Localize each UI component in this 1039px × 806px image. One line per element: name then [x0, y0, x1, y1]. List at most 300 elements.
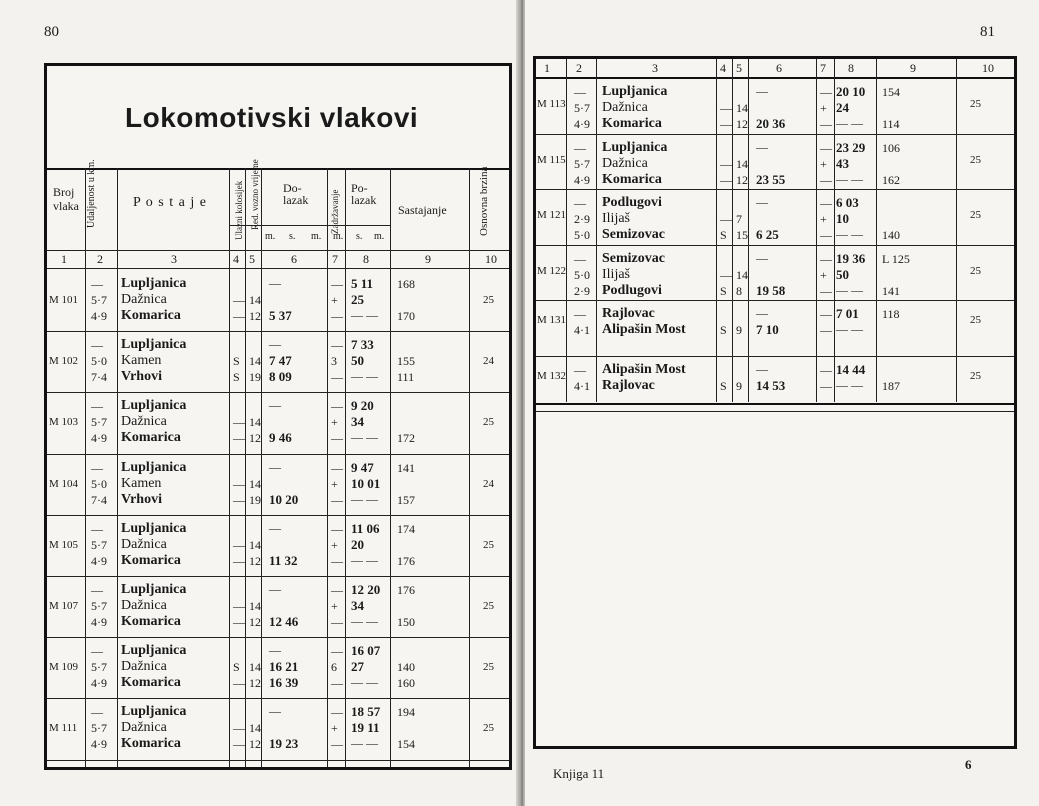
- arrival-time: 7 47: [269, 353, 292, 369]
- stop-time: —: [820, 378, 832, 393]
- train-id: M 103: [49, 416, 79, 429]
- meeting-train: 194: [397, 705, 415, 720]
- column-number: 6: [291, 252, 297, 266]
- stop-time: 6: [331, 660, 337, 675]
- train-id: M 105: [49, 538, 79, 551]
- station-name: Dažnica: [602, 100, 648, 115]
- stop-time: —: [331, 553, 343, 568]
- track: S: [720, 323, 727, 337]
- column-number: 1: [61, 252, 67, 266]
- unit-m: m.: [311, 231, 322, 242]
- header-osnovna: Osnovna brzina: [478, 166, 490, 236]
- stop-time: —: [820, 251, 832, 266]
- train-id: M 131: [537, 314, 567, 326]
- run-time: 12: [249, 309, 261, 323]
- train-row: [47, 332, 509, 393]
- track: S: [720, 228, 727, 242]
- departure-time: — —: [351, 675, 378, 690]
- stop-time: —: [331, 521, 343, 536]
- distance-km: 5·7: [91, 293, 107, 307]
- stop-time: —: [820, 85, 832, 99]
- meeting-train: 114: [882, 117, 900, 131]
- header-zadrzavanje: Zadržavanje: [330, 189, 340, 234]
- track: —: [233, 676, 245, 691]
- arrival-time: 10 20: [269, 491, 299, 507]
- arrival-time: 12 46: [269, 614, 299, 629]
- train-id: M 109: [49, 661, 79, 674]
- run-time: 19: [249, 492, 261, 507]
- meeting-train: 140: [397, 660, 415, 675]
- header-udaljenost: Udaljenost u km.: [86, 159, 97, 228]
- stop-time: +: [820, 267, 827, 282]
- arrival-time: —: [269, 582, 281, 596]
- stop-time: —: [331, 492, 343, 507]
- stop-time: —: [331, 431, 343, 446]
- stop-time: —: [820, 172, 832, 187]
- header-dolazak: Do- lazak: [283, 181, 309, 207]
- track: S: [233, 660, 240, 675]
- stop-time: —: [331, 705, 343, 720]
- column-number: 8: [848, 61, 854, 75]
- column-numbers: [536, 59, 1014, 77]
- station-name: Semizovac: [602, 250, 665, 266]
- distance-km: 4·1: [574, 378, 590, 393]
- run-time: 12: [249, 431, 261, 446]
- distance-km: 5·7: [574, 156, 590, 171]
- arrival-time: 16 39: [269, 675, 299, 691]
- track: —: [233, 293, 245, 307]
- departure-time: — —: [351, 614, 378, 628]
- track: —: [233, 537, 245, 552]
- station-name: Lupljanica: [602, 84, 668, 99]
- column-number: 7: [820, 61, 826, 75]
- column-number: 2: [576, 61, 582, 75]
- distance-km: 5·7: [91, 660, 107, 675]
- column-number: 3: [652, 61, 658, 75]
- train-row: [536, 246, 1014, 302]
- distance-km: 5·0: [574, 228, 590, 242]
- column-number: 9: [910, 61, 916, 75]
- departure-time: 50: [351, 353, 364, 369]
- station-name: Ilijaš: [602, 266, 630, 282]
- train-row: [47, 271, 509, 332]
- distance-km: 4·1: [574, 323, 590, 337]
- station-name: Podlugovi: [602, 195, 662, 210]
- base-speed: 25: [970, 369, 981, 382]
- meeting-train: 154: [882, 85, 900, 99]
- track: —: [233, 476, 245, 491]
- arrival-time: —: [756, 84, 768, 98]
- departure-time: — —: [836, 377, 863, 392]
- unit-m: m.: [333, 231, 344, 242]
- station-name: Alipašin Most: [602, 361, 686, 377]
- departure-time: 10: [836, 211, 849, 226]
- stop-time: —: [331, 737, 343, 752]
- departure-time: 25: [351, 292, 364, 307]
- track: —: [720, 117, 732, 131]
- distance-km: 4·9: [91, 309, 107, 323]
- run-time: 15: [736, 228, 748, 242]
- departure-time: — —: [351, 736, 378, 751]
- departure-time: 14 44: [836, 361, 866, 377]
- departure-time: 24: [836, 100, 849, 115]
- run-time: 14: [736, 267, 748, 282]
- train-row: [536, 357, 1014, 413]
- meeting-train: 160: [397, 676, 415, 691]
- run-time: 14: [249, 660, 261, 675]
- departure-time: 43: [836, 155, 849, 171]
- station-name: Rajlovac: [602, 377, 655, 393]
- run-time: 9: [736, 378, 742, 393]
- run-time: 14: [249, 354, 261, 369]
- base-speed: 25: [483, 294, 494, 306]
- train-id: M 102: [49, 355, 79, 368]
- stop-time: —: [331, 309, 343, 323]
- distance-km: 2·9: [574, 212, 590, 226]
- station-name: Komarica: [121, 675, 181, 691]
- run-time: 14: [736, 101, 748, 115]
- distance-km: 4·9: [91, 431, 107, 446]
- column-number: 5: [249, 252, 255, 266]
- distance-km: —: [91, 521, 103, 536]
- stop-time: —: [331, 370, 343, 385]
- station-name: Dažnica: [121, 536, 167, 552]
- departure-time: 12 20: [351, 582, 381, 597]
- meeting-train: 168: [397, 277, 415, 291]
- base-speed: 25: [970, 98, 981, 110]
- footer-sheet-number: 6: [965, 757, 972, 772]
- train-id: M 101: [49, 294, 79, 306]
- stop-time: —: [820, 283, 832, 298]
- track: —: [720, 101, 732, 115]
- arrival-time: 6 25: [756, 227, 779, 242]
- stop-time: 3: [331, 354, 337, 369]
- distance-km: 2·9: [574, 283, 590, 298]
- train-id: M 107: [49, 600, 79, 612]
- arrival-time: —: [269, 276, 281, 290]
- station-name: Lupljanica: [121, 704, 187, 720]
- run-time: 14: [249, 721, 261, 736]
- departure-time: — —: [836, 322, 863, 336]
- track: S: [233, 354, 240, 369]
- run-time: 12: [249, 676, 261, 691]
- meeting-train: 174: [397, 521, 415, 536]
- arrival-time: —: [756, 139, 768, 154]
- base-speed: 25: [970, 209, 981, 221]
- train-id: M 132: [537, 369, 567, 382]
- base-speed: 25: [483, 661, 494, 674]
- distance-km: —: [91, 583, 103, 597]
- meeting-train: 162: [882, 172, 900, 187]
- departure-time: 23 29: [836, 139, 866, 155]
- stop-time: +: [331, 476, 338, 491]
- unit-s: s.: [356, 231, 363, 242]
- distance-km: 4·9: [91, 676, 107, 691]
- departure-time: 7 01: [836, 306, 859, 321]
- stop-time: —: [331, 583, 343, 597]
- track: —: [233, 415, 245, 430]
- meeting-train: 150: [397, 615, 415, 629]
- run-time: 14: [249, 537, 261, 552]
- station-name: Komarica: [121, 736, 181, 752]
- base-speed: 24: [483, 355, 494, 368]
- base-speed: 25: [483, 722, 494, 735]
- stop-time: —: [820, 307, 832, 321]
- train-id: M 113: [537, 98, 566, 110]
- distance-km: 5·7: [91, 599, 107, 613]
- arrival-time: 20 36: [756, 116, 786, 131]
- stop-time: —: [331, 676, 343, 691]
- station-name: Alipašin Most: [602, 322, 686, 337]
- arrival-time: —: [756, 361, 768, 376]
- column-number: 8: [363, 252, 369, 266]
- title-area: [47, 66, 509, 170]
- run-time: 12: [736, 172, 748, 187]
- header-postaje: P o s t a j e: [133, 195, 207, 210]
- distance-km: 4·9: [91, 553, 107, 568]
- distance-km: —: [574, 307, 586, 321]
- page-number: 80: [44, 24, 59, 40]
- train-id: M 115: [537, 153, 566, 166]
- unit-m: m.: [265, 231, 276, 242]
- stop-time: +: [331, 537, 338, 552]
- station-name: Komarica: [121, 552, 181, 568]
- stop-time: —: [331, 460, 343, 475]
- departure-time: 19 36: [836, 250, 866, 266]
- stop-time: —: [331, 615, 343, 629]
- station-name: Semizovac: [602, 227, 665, 242]
- stop-time: —: [820, 196, 832, 210]
- track: —: [720, 267, 732, 282]
- distance-km: 4·9: [574, 117, 590, 131]
- arrival-time: —: [756, 306, 768, 320]
- train-id: M 121: [537, 209, 567, 221]
- arrival-time: —: [269, 459, 281, 474]
- meeting-train: 141: [882, 283, 900, 298]
- departure-time: 10 01: [351, 475, 381, 491]
- right-page: [525, 0, 1039, 806]
- distance-km: —: [91, 460, 103, 475]
- header-red-vozno: Red. vozno vrijeme: [250, 159, 260, 230]
- distance-km: 5·7: [91, 721, 107, 736]
- arrival-time: 5 37: [269, 308, 292, 323]
- station-name: Dažnica: [121, 292, 167, 307]
- train-row: [47, 393, 509, 454]
- distance-km: —: [91, 399, 103, 414]
- stop-time: —: [331, 644, 343, 659]
- meeting-train: 187: [882, 378, 900, 393]
- run-time: 14: [249, 599, 261, 613]
- column-number: 7: [332, 252, 338, 266]
- run-time: 12: [249, 553, 261, 568]
- base-speed: 25: [483, 538, 494, 551]
- track: —: [233, 599, 245, 613]
- distance-km: —: [91, 705, 103, 720]
- arrival-time: 9 46: [269, 430, 292, 446]
- distance-km: 5·0: [91, 476, 107, 491]
- station-name: Komarica: [121, 614, 181, 629]
- track: S: [720, 378, 727, 393]
- column-number: 4: [233, 252, 239, 266]
- track: —: [233, 431, 245, 446]
- meeting-train: 155: [397, 354, 415, 369]
- train-id: M 111: [49, 722, 78, 735]
- station-name: Vrhovi: [121, 369, 162, 385]
- meeting-train: 140: [882, 228, 900, 242]
- meeting-train: 111: [397, 370, 415, 385]
- stop-time: +: [331, 599, 338, 613]
- arrival-time: —: [269, 704, 281, 719]
- station-name: Kamen: [121, 353, 162, 369]
- departure-time: — —: [351, 369, 378, 384]
- station-name: Komarica: [602, 116, 662, 131]
- station-name: Dažnica: [121, 659, 167, 675]
- station-name: Lupljanica: [121, 337, 187, 353]
- run-time: 14: [249, 476, 261, 491]
- departure-time: 5 11: [351, 276, 374, 291]
- station-name: Lupljanica: [121, 520, 187, 536]
- station-name: Lupljanica: [121, 582, 187, 597]
- departure-time: — —: [836, 227, 863, 241]
- arrival-time: 14 53: [756, 377, 786, 393]
- station-name: Dažnica: [121, 720, 167, 736]
- station-name: Lupljanica: [602, 139, 668, 155]
- departure-time: 19 11: [351, 720, 380, 736]
- distance-km: 5·7: [91, 415, 107, 430]
- departure-time: — —: [836, 282, 863, 297]
- stop-time: +: [820, 212, 827, 226]
- departure-time: — —: [351, 552, 378, 567]
- stop-time: —: [820, 117, 832, 131]
- station-name: Dažnica: [602, 155, 648, 171]
- distance-km: 4·9: [91, 615, 107, 629]
- run-time: 8: [736, 283, 742, 298]
- stop-time: —: [820, 228, 832, 242]
- base-speed: 24: [483, 477, 494, 490]
- station-name: Komarica: [121, 430, 181, 446]
- arrival-time: —: [269, 337, 281, 352]
- station-name: Ilijaš: [602, 211, 630, 226]
- base-speed: 25: [970, 314, 981, 326]
- train-row: [47, 638, 509, 699]
- run-time: 14: [249, 293, 261, 307]
- station-name: Lupljanica: [121, 643, 187, 659]
- meeting-train: 157: [397, 492, 415, 507]
- arrival-time: 11 32: [269, 552, 298, 568]
- run-time: 12: [249, 737, 261, 752]
- distance-km: 5·7: [574, 101, 590, 115]
- track: —: [720, 172, 732, 187]
- arrival-time: 7 10: [756, 322, 779, 337]
- stop-time: —: [820, 140, 832, 155]
- track: —: [720, 212, 732, 226]
- meeting-train: 154: [397, 737, 415, 752]
- track: —: [233, 309, 245, 323]
- run-time: 12: [249, 615, 261, 629]
- track: —: [233, 737, 245, 752]
- stop-time: +: [331, 293, 338, 307]
- timetable-box: [533, 56, 1017, 749]
- train-row: [536, 79, 1014, 135]
- header-polazak: Po- lazak: [351, 181, 377, 207]
- meeting-train: 106: [882, 140, 900, 155]
- departure-time: 11 06: [351, 520, 380, 536]
- track: —: [720, 156, 732, 171]
- departure-time: 9 20: [351, 398, 374, 414]
- station-name: Lupljanica: [121, 276, 187, 291]
- header-vlaka: vlaka: [53, 199, 79, 213]
- run-time: 14: [736, 156, 748, 171]
- meeting-train: 176: [397, 553, 415, 568]
- base-speed: 25: [970, 153, 981, 166]
- departure-time: 34: [351, 598, 364, 613]
- base-speed: 25: [483, 416, 494, 429]
- run-time: 7: [736, 212, 742, 226]
- footer-book-label: Knjiga 11: [553, 766, 605, 781]
- station-name: Lupljanica: [121, 459, 187, 475]
- distance-km: 4·9: [574, 172, 590, 187]
- left-page: [0, 0, 519, 806]
- row-separator: [47, 760, 509, 761]
- departure-time: 6 03: [836, 195, 859, 210]
- departure-time: 16 07: [351, 643, 381, 659]
- arrival-time: 19 23: [269, 736, 299, 752]
- distance-km: —: [574, 85, 586, 99]
- distance-km: —: [574, 251, 586, 266]
- track: S: [233, 370, 240, 385]
- base-speed: 25: [970, 264, 981, 277]
- base-speed: 25: [483, 600, 494, 612]
- meeting-train: L 125: [882, 251, 910, 266]
- arrival-time: —: [269, 520, 281, 535]
- departure-time: 18 57: [351, 704, 381, 720]
- run-time: 9: [736, 323, 742, 337]
- header-sastajanje: Sastajanje: [398, 203, 447, 217]
- arrival-time: 19 58: [756, 282, 786, 298]
- station-name: Komarica: [602, 171, 662, 187]
- station-name: Dažnica: [121, 414, 167, 430]
- distance-km: —: [91, 644, 103, 659]
- unit-s: s.: [289, 231, 296, 242]
- stop-time: +: [331, 721, 338, 736]
- stop-time: —: [331, 277, 343, 291]
- header-broj: Broj: [53, 185, 75, 199]
- page-number: 81: [980, 24, 995, 40]
- station-name: Rajlovac: [602, 306, 655, 321]
- run-time: 14: [249, 415, 261, 430]
- meeting-train: 170: [397, 309, 415, 323]
- column-number: 1: [544, 61, 550, 75]
- departure-time: 7 33: [351, 337, 374, 353]
- timetable-box: [44, 63, 512, 770]
- stop-time: —: [820, 362, 832, 377]
- station-name: Kamen: [121, 475, 162, 491]
- column-number: 4: [720, 61, 726, 75]
- departure-time: — —: [836, 171, 863, 186]
- distance-km: —: [574, 196, 586, 210]
- departure-time: 20 10: [836, 84, 866, 99]
- row-separator: [536, 411, 1014, 412]
- distance-km: —: [574, 140, 586, 155]
- station-name: Podlugovi: [602, 282, 662, 298]
- column-number: 3: [171, 252, 177, 266]
- column-number: 9: [425, 252, 431, 266]
- train-id: M 104: [49, 477, 79, 490]
- column-number: 10: [982, 61, 994, 75]
- train-row: [536, 135, 1014, 191]
- page-title: Lokomotivski vlakovi: [125, 102, 419, 133]
- arrival-time: —: [756, 195, 768, 209]
